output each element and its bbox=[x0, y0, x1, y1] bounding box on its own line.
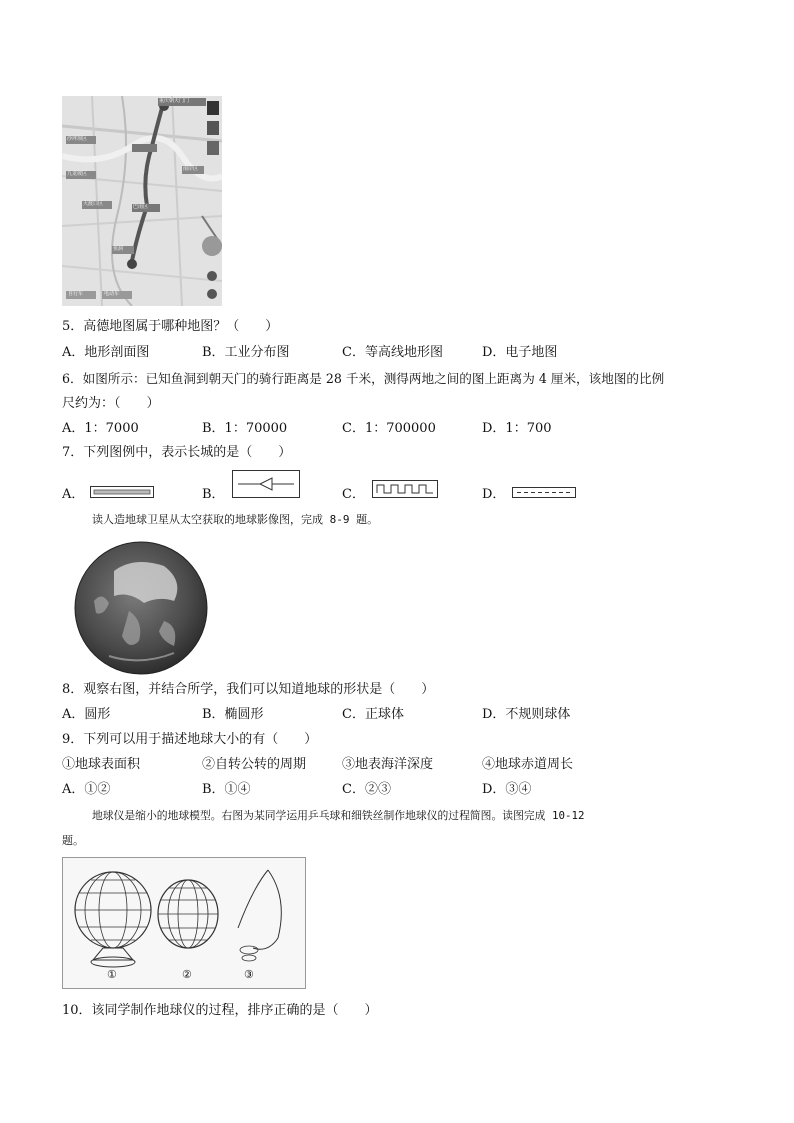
q5-option-a: A．地形剖面图 bbox=[62, 345, 150, 360]
map-label-chaotianmen: 重庆朝天门门 bbox=[159, 98, 190, 104]
map-label-ebike: 电动车 bbox=[104, 291, 120, 297]
q5-stem: 5．高德地图属于哪种地图？（ ） bbox=[62, 319, 279, 334]
q7-option-b: B． bbox=[202, 487, 225, 502]
q9-item-2: ②自转公转的周期 bbox=[202, 757, 307, 772]
q6-stem-line1: 6．如图所示：已知鱼洞到朝天门的骑行距离是 28 千米，测得两地之间的图上距离为 4 厘米，该地图的比例 bbox=[62, 371, 665, 386]
q10-stem: 10．该同学制作地球仪的过程，排序正确的是（ ） bbox=[62, 1003, 378, 1018]
q9-stem: 9．下列可以用于描述地球大小的有（ ） bbox=[62, 732, 318, 747]
globe-step-2-label: ② bbox=[182, 968, 192, 981]
q9-option-c: C．②③ bbox=[342, 782, 391, 797]
intro-q8-9: 读人造地球卫星从太空获取的地球影像图，完成 8-9 题。 bbox=[92, 513, 379, 526]
q6-stem-line2: 尺约为：（ ） bbox=[62, 396, 160, 411]
map-label-bike: 自行车 bbox=[68, 291, 84, 297]
q8-option-c: C．正球体 bbox=[342, 707, 404, 722]
q7-option-c: C． bbox=[342, 487, 365, 502]
map-label-jiulongpo: 九龙坡区 bbox=[67, 171, 88, 177]
earth-satellite-image bbox=[74, 541, 208, 675]
legend-symbol-c bbox=[372, 480, 438, 498]
q9-item-3: ③地表海洋深度 bbox=[342, 757, 434, 772]
map-label-banan: 巴南区 bbox=[133, 204, 149, 210]
map-figure bbox=[62, 96, 222, 306]
q7-stem: 7．下列图例中，表示长城的是（ ） bbox=[62, 445, 292, 460]
q6-option-d: D．1：700 bbox=[482, 421, 552, 436]
q5-option-d: D．电子地图 bbox=[482, 345, 558, 360]
map-label-nanan: 南岸区 bbox=[183, 166, 199, 172]
globe-making-figure bbox=[62, 857, 306, 989]
q6-option-c: C．1：700000 bbox=[342, 421, 436, 436]
q8-option-b: B．椭圆形 bbox=[202, 707, 264, 722]
q8-option-a: A．圆形 bbox=[62, 707, 111, 722]
legend-symbol-a bbox=[90, 486, 154, 498]
globe-step-3-label: ③ bbox=[244, 968, 254, 981]
intro-q10-12-line2: 题。 bbox=[62, 834, 84, 847]
q5-option-c: C．等高线地形图 bbox=[342, 345, 443, 360]
q7-option-d: D． bbox=[482, 487, 506, 502]
map-label-dadukou: 大渡口区 bbox=[83, 201, 104, 207]
q6-option-b: B．1：70000 bbox=[202, 421, 288, 436]
intro-q10-12-line1: 地球仪是缩小的地球模型。右图为某同学运用乒乓球和细铁丝制作地球仪的过程简图。读图完成 10-12 bbox=[92, 809, 585, 822]
q9-option-d: D．③④ bbox=[482, 782, 532, 797]
globe-step-1-label: ① bbox=[107, 968, 117, 981]
q5-option-b: B．工业分布图 bbox=[202, 345, 290, 360]
q9-item-4: ④地球赤道周长 bbox=[482, 757, 574, 772]
q9-option-b: B．①④ bbox=[202, 782, 251, 797]
q9-item-1: ①地球表面积 bbox=[62, 757, 141, 772]
q8-option-d: D．不规则球体 bbox=[482, 707, 571, 722]
map-label-shapingba: 沙坪坝区 bbox=[67, 136, 88, 142]
q6-option-a: A．1：7000 bbox=[62, 421, 139, 436]
legend-symbol-d bbox=[512, 487, 576, 498]
map-label-yudong: 鱼洞 bbox=[113, 246, 124, 252]
q7-option-a: A． bbox=[62, 487, 85, 502]
legend-symbol-b bbox=[232, 470, 300, 498]
q8-stem: 8．观察右图，并结合所学，我们可以知道地球的形状是（ ） bbox=[62, 682, 435, 697]
q9-option-a: A．①② bbox=[62, 782, 111, 797]
